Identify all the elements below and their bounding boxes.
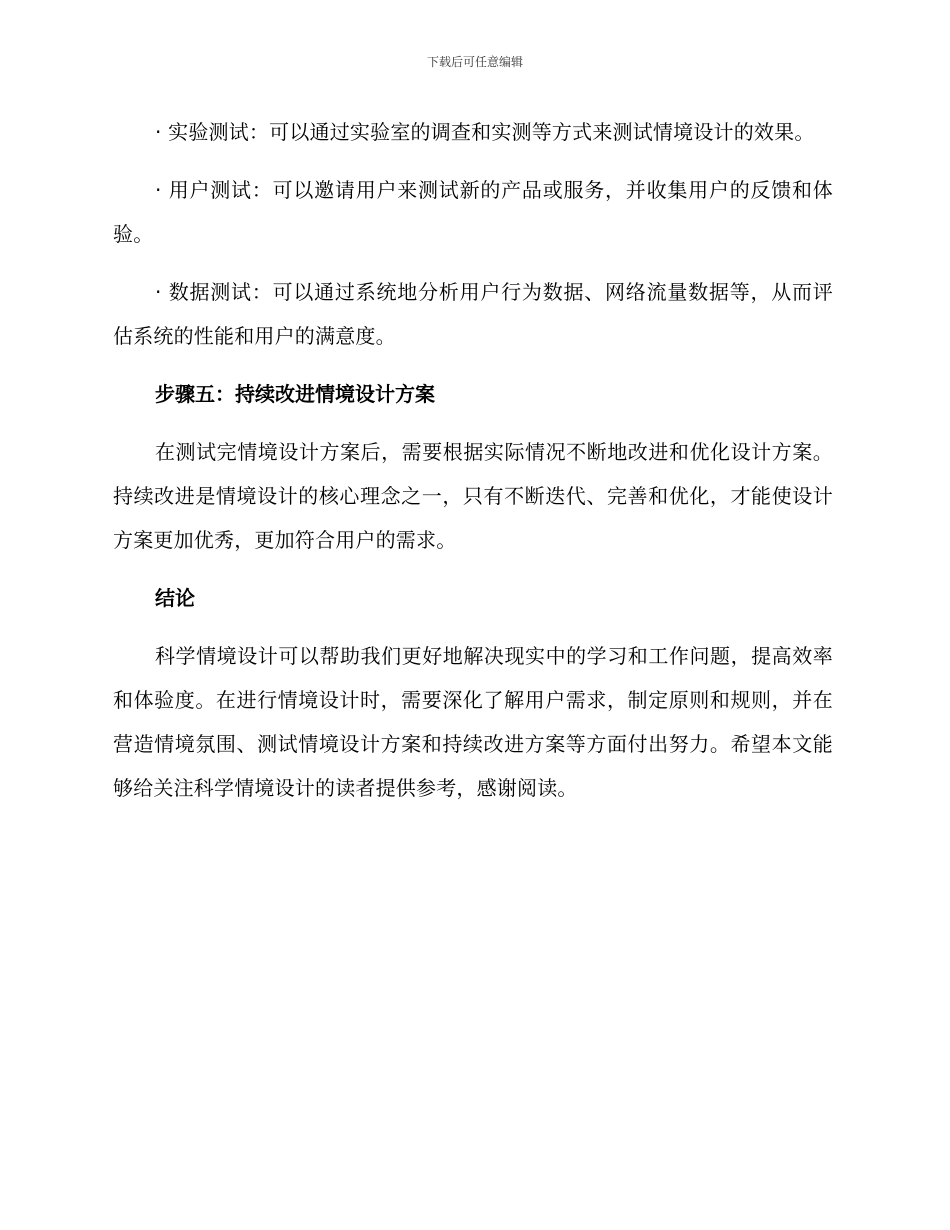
paragraph-conclusion: 科学情境设计可以帮助我们更好地解决现实中的学习和工作问题，提高效率和体验度。在进行情境设计时，需要深化了解用户需求，制定原则和规则，并在营造情境氛围、测试情境设计方案和持续改进方案等方面付出努力。希望本文能够给关注科学情境设计的读者提供参考，感谢阅读。 — [113, 644, 833, 800]
section-heading-conclusion: 结论 — [155, 586, 195, 610]
bullet-user-testing: · 用户测试：可以邀请用户来测试新的产品或服务，并收集用户的反馈和体验。 — [113, 178, 833, 246]
document-body — [113, 110, 833, 810]
bullet-lab-testing: · 实验测试：可以通过实验室的调查和实测等方式来测试情境设计的效果。 — [155, 120, 815, 144]
paragraph-step5: 在测试完情境设计方案后，需要根据实际情况不断地改进和优化设计方案。持续改进是情境设计的核心理念之一，只有不断迭代、完善和优化，才能使设计方案更加优秀，更加符合用户的需求。 — [113, 440, 833, 552]
section-heading-step5: 步骤五：持续改进情境设计方案 — [155, 382, 435, 406]
page-header: 下载后可任意编辑 — [426, 55, 523, 69]
bullet-data-testing: · 数据测试：可以通过系统地分析用户行为数据、网络流量数据等，从而评估系统的性能和用户的满意度。 — [113, 280, 833, 348]
